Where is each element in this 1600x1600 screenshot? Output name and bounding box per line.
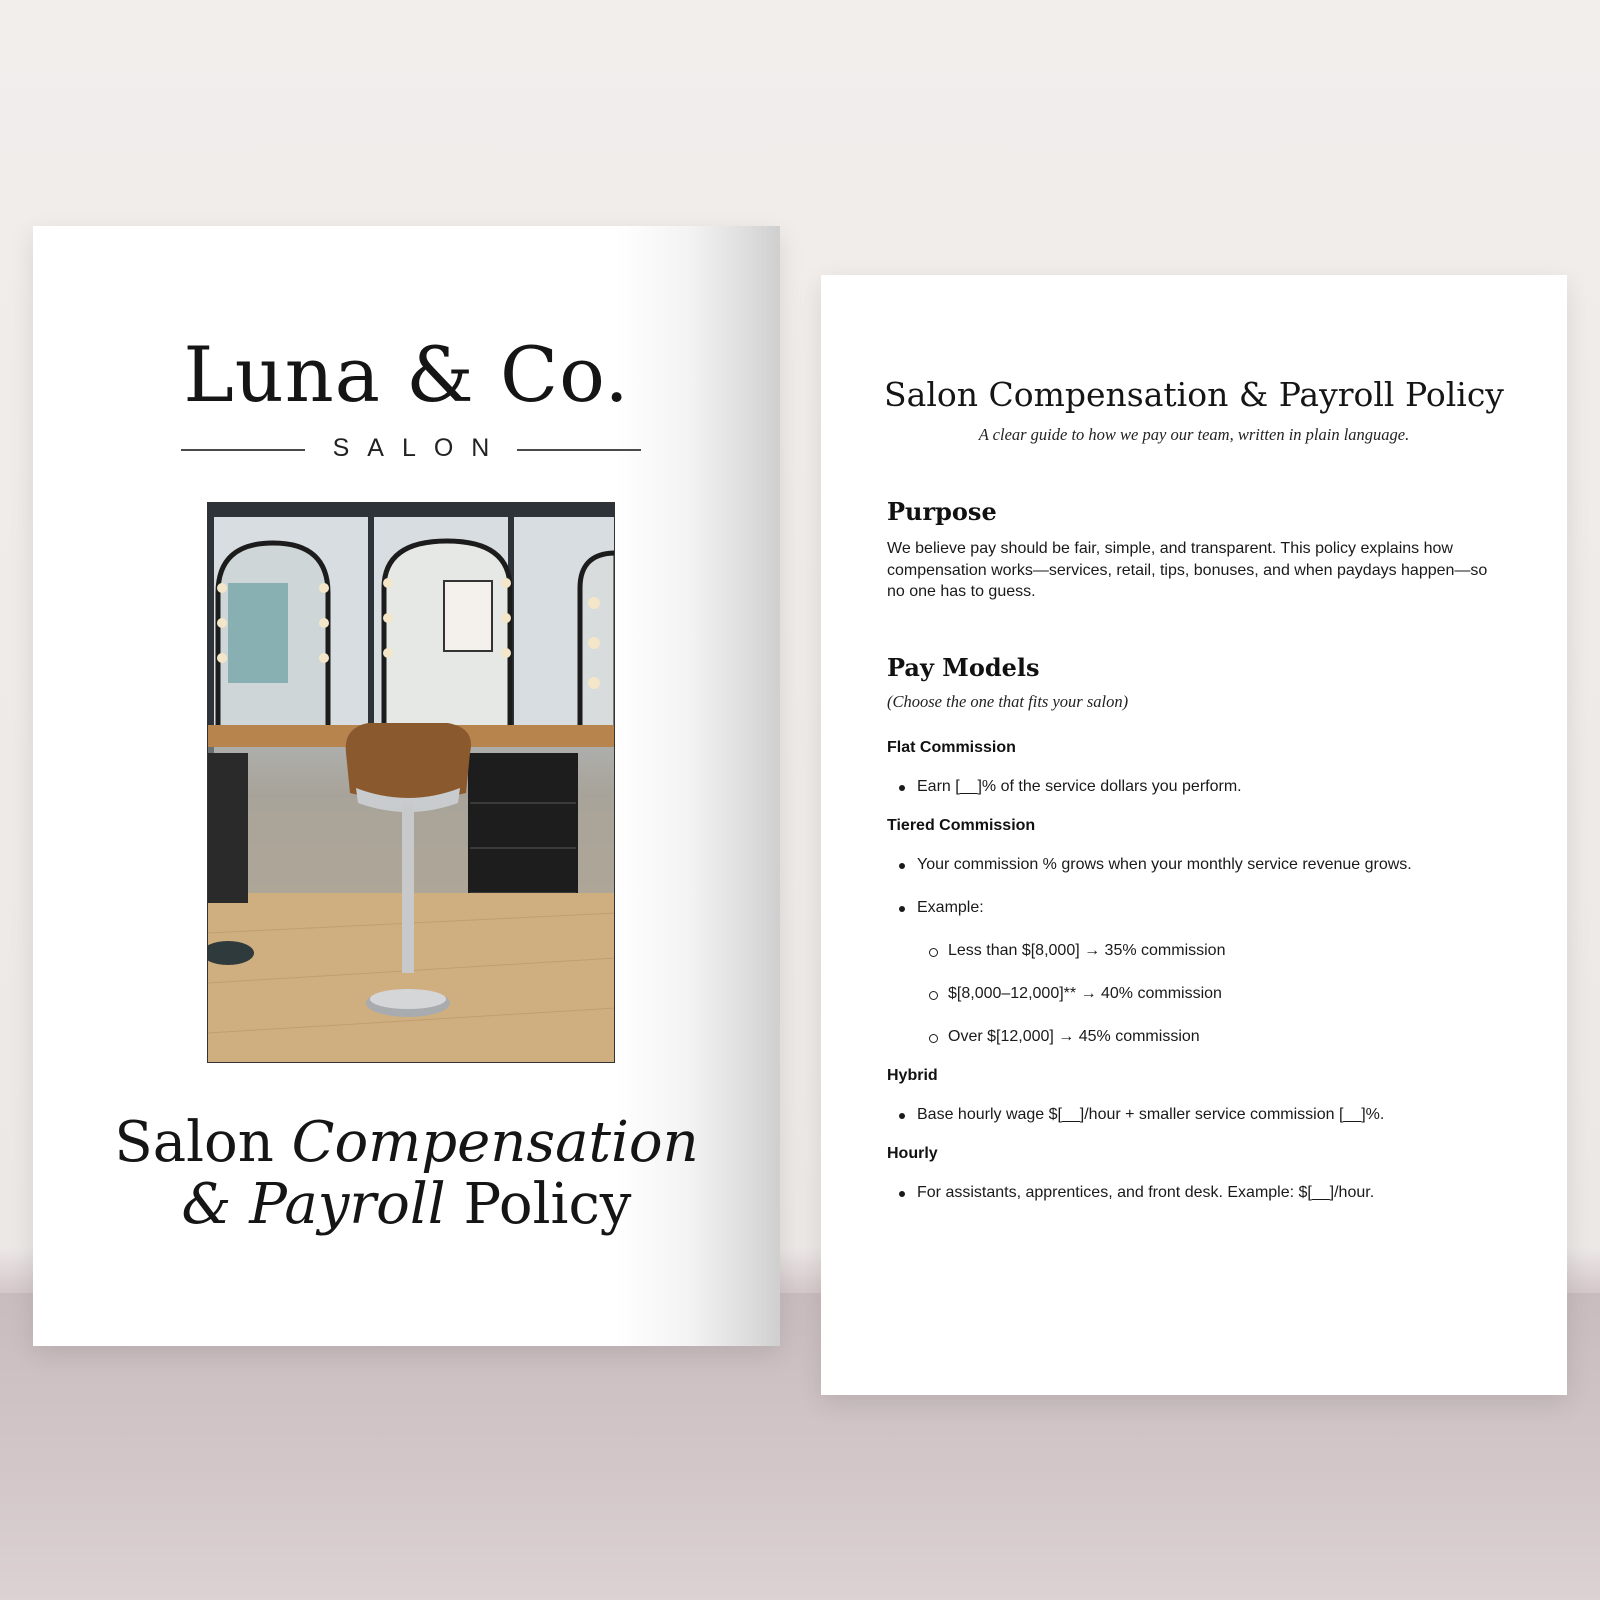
policy-subtitle: A clear guide to how we pay our team, written in plain language. — [978, 425, 1410, 444]
policy-page — [821, 275, 1567, 1395]
divider-right — [517, 449, 641, 451]
list-item: Example: — [887, 898, 1507, 918]
hybrid-list — [887, 1105, 1507, 1125]
cover-title-word-policy: Policy — [463, 1172, 632, 1237]
cover-title-word-compensation: Compensation — [291, 1110, 699, 1175]
example-item: $[8,000–12,000]** → 40% commission — [887, 984, 1507, 1004]
hourly-list — [887, 1183, 1507, 1203]
policy-title: Salon Compensation & Payroll Policy — [884, 375, 1504, 414]
flat-commission-heading: Flat Commission — [887, 738, 1016, 756]
tiered-commission-list — [887, 855, 1507, 1047]
tiered-commission-heading: Tiered Commission — [887, 816, 1036, 834]
cover-page — [33, 226, 780, 1346]
cover-title — [33, 1112, 780, 1236]
purpose-heading: Purpose — [887, 497, 997, 526]
cover-title-word-salon: Salon — [114, 1110, 274, 1175]
policy-content — [887, 497, 1507, 1223]
list-item: Earn [__]% of the service dollars you perform. — [887, 777, 1507, 797]
cover-title-word-payroll: & Payroll — [181, 1172, 446, 1237]
purpose-text: We believe pay should be fair, simple, and transparent. This policy explains how compensation works—services, retail, tips, bonuses, and when paydays happen—so no one has to guess. — [887, 540, 1488, 600]
cover-title-line-1 — [33, 1112, 780, 1174]
brand-subtitle-row — [181, 434, 641, 464]
flat-commission-list — [887, 777, 1507, 797]
pay-models-heading: Pay Models — [887, 652, 1040, 682]
salon-interior-photo — [207, 502, 615, 1063]
pay-models-note: (Choose the one that fits your salon) — [887, 691, 1129, 711]
list-item: Base hourly wage $[__]/hour + smaller service commission [__]%. — [887, 1105, 1507, 1125]
brand-name: Luna & Co. — [183, 330, 630, 419]
example-item: Over $[12,000] → 45% commission — [887, 1027, 1507, 1047]
list-item: Your commission % grows when your monthly service revenue grows. — [887, 855, 1507, 875]
hybrid-heading: Hybrid — [887, 1066, 938, 1084]
example-item: Less than $[8,000] → 35% commission — [887, 941, 1507, 961]
hourly-heading: Hourly — [887, 1144, 938, 1162]
list-item: For assistants, apprentices, and front desk. Example: $[__]/hour. — [887, 1183, 1507, 1203]
cover-title-line-2 — [33, 1174, 780, 1236]
brand-subtitle: SALON — [332, 434, 508, 462]
